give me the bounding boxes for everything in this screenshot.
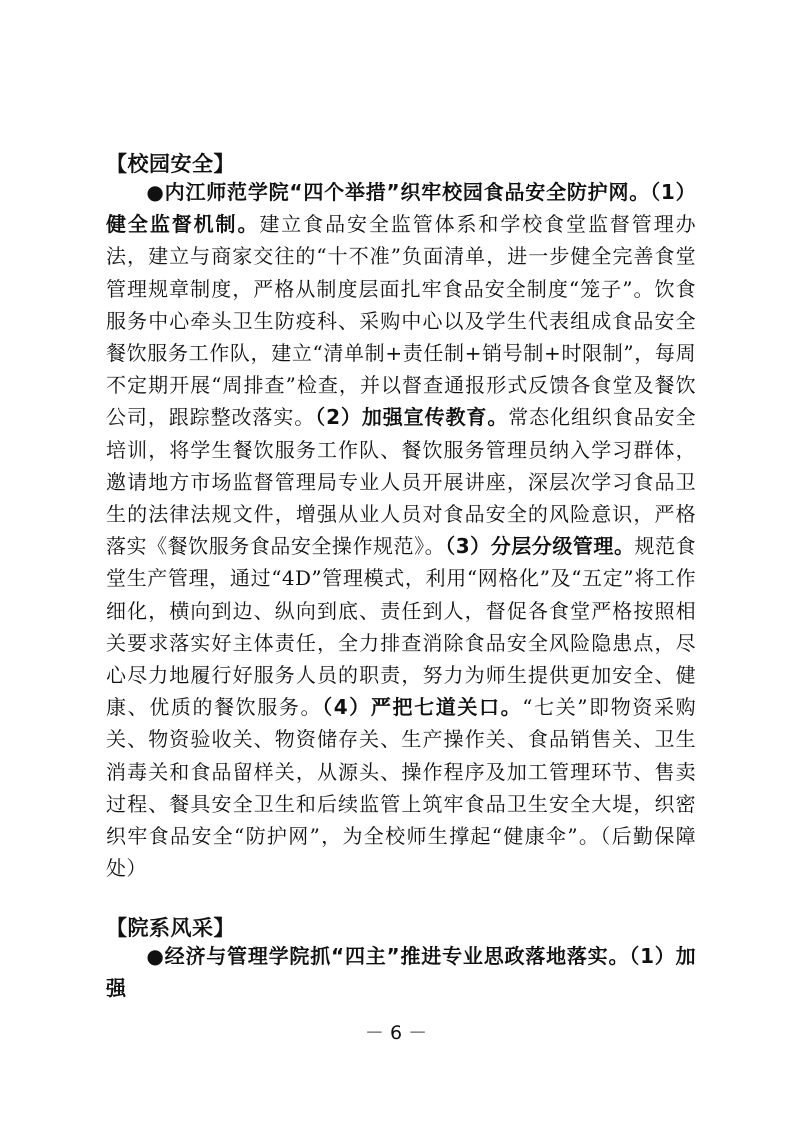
article-lead-title: ●经济与管理学院抓“四主”推进专业思政落地落实。: [146, 944, 630, 968]
item-number-3: （3）: [445, 534, 491, 559]
article-economics-management: [106, 940, 696, 1004]
item-text-3: 规范食堂生产管理，通过“4D”管理模式，利用“网格化”及“五定”将工作细化，横向到边、纵向到底、责任到人，督促各食堂严格按照相关要求落实好主体责任，全力排查消除食品安全风险隐患点，尽心尽力地履行好服务人员的职责，努力为师生提供更加安全、健康、优质的餐饮服务。: [106, 534, 696, 720]
item-text-1: 建立食品安全监管体系和学校食堂监督管理办法，建立与商家交往的“十不准”负面清单，进一步健全完善食堂管理规章制度，严格从制度层面扎牢食品安全制度“笼子”。饮食服务中心牵头卫生防疫科、采购中心以及学生代表组成食品安全餐饮服务工作队，建立“清单制+责任制+销号制+时限制”，每周不定期开展“周排查”检查，并以督查通报形式反馈各食堂及餐饮公司，跟踪整改落实。: [106, 212, 696, 430]
item-text-4: “七关”即物资采购关、物资验收关、物资储存关、生产操作关、食品销售关、卫生消毒关和食品留样关，从源头、操作程序及加工管理环节、售卖过程、餐具安全卫生和后续监管上筑牢食品卫生安全大堤，织密织牢食品安全“防护网”，为全校师生撑起“健康伞”。（后勤保障处）: [106, 695, 696, 881]
article-food-safety: [106, 176, 696, 884]
item-number-4: （4）: [322, 695, 371, 720]
item-number-2: （2）: [315, 405, 362, 430]
page-number: － 6 －: [364, 1022, 428, 1044]
item-text-2: 常态化组织食品安全培训，将学生餐饮服务工作队、餐饮服务管理员纳入学习群体，邀请地方市场监督管理局专业人员开展讲座，深层次学习食品卫生的法律法规文件，增强从业人员对食品安全的风险意识，严格落实《餐饮服务食品安全操作规范》。: [106, 405, 696, 559]
item-title-3: 分层分级管理。: [490, 534, 635, 559]
item-number-1: （1）: [629, 944, 676, 968]
article-lead-title: ●内江师范学院“四个举措”织牢校园食品安全防护网。: [146, 180, 651, 204]
item-title-1: 加强: [106, 944, 696, 1001]
section-heading-campus-safety: 【校园安全】: [106, 152, 235, 176]
section-heading-department-showcase: 【院系风采】: [106, 916, 235, 940]
item-title-2: 加强宣传教育。: [361, 405, 509, 430]
item-number-1: （1）: [650, 180, 696, 204]
item-title-4: 严把七道关口。: [370, 695, 523, 720]
item-title-1: 健全监督机制。: [106, 212, 260, 237]
